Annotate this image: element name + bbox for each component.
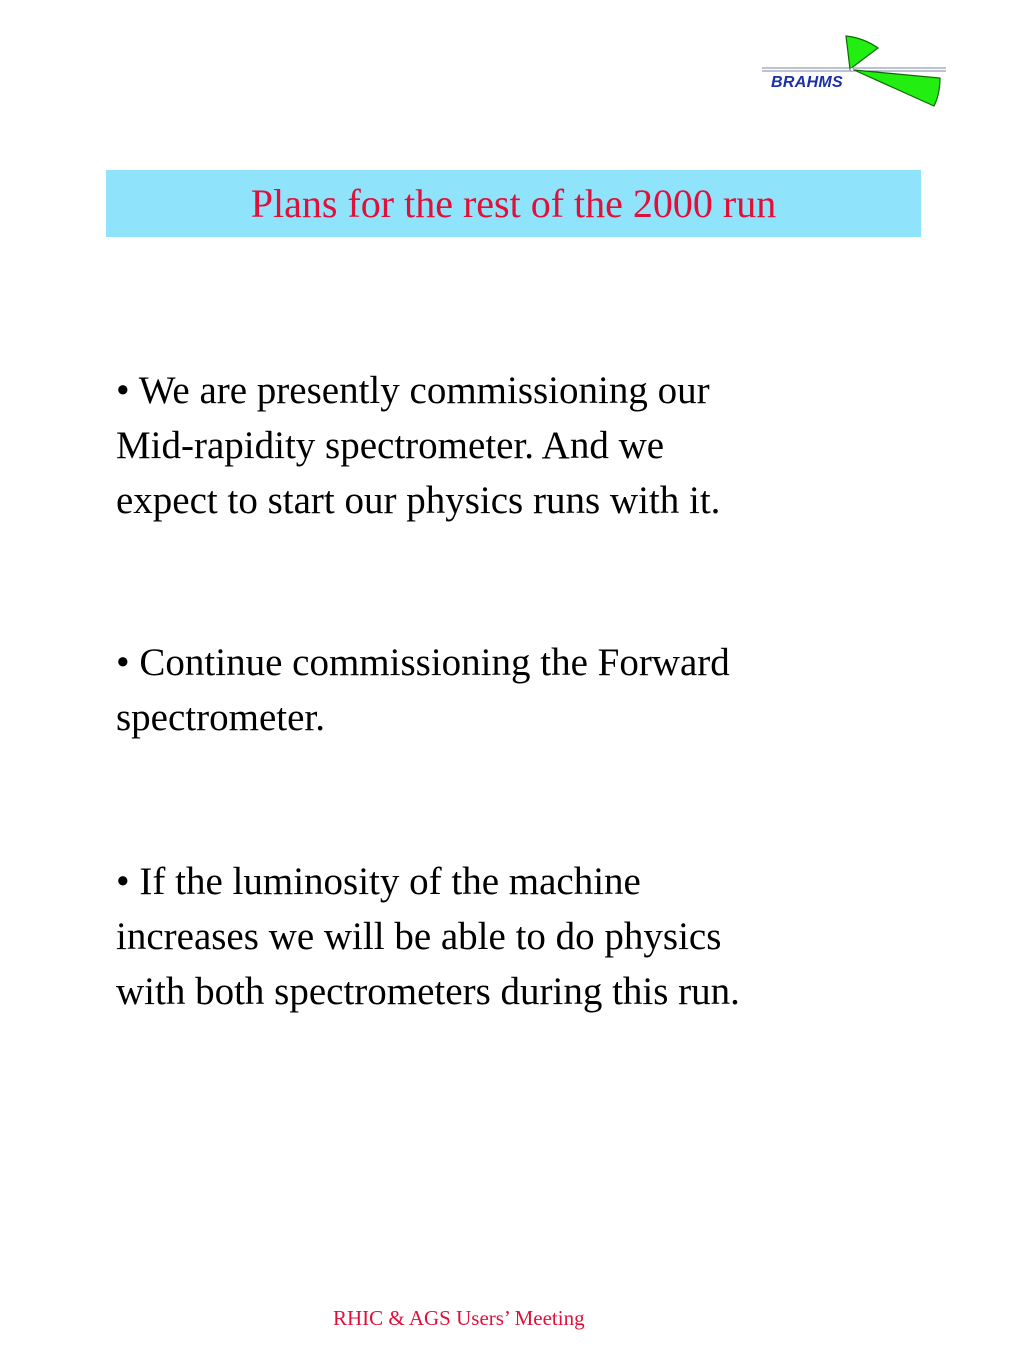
- footer-text: RHIC & AGS Users’ Meeting: [333, 1306, 585, 1330]
- upper-wedge: [846, 36, 878, 69]
- bullet-item: • Continue commissioning the Forward spectrometer.: [116, 641, 730, 739]
- brahms-logo: [758, 32, 948, 112]
- bullet-item: • If the luminosity of the machine increases we will be able to do physics with both spectrometers during this run.: [116, 860, 740, 1013]
- logo-text: BRAHMS: [771, 74, 844, 91]
- brahms-detector-icon: [758, 32, 948, 112]
- lower-wedge: [854, 70, 940, 106]
- page-title: Plans for the rest of the 2000 run: [250, 180, 777, 226]
- bullet-item: • We are presently commissioning our Mid-rapidity spectrometer. And we expect to start our physics runs with it.: [116, 369, 721, 522]
- title-banner: [106, 170, 921, 237]
- interaction-point: [850, 68, 854, 72]
